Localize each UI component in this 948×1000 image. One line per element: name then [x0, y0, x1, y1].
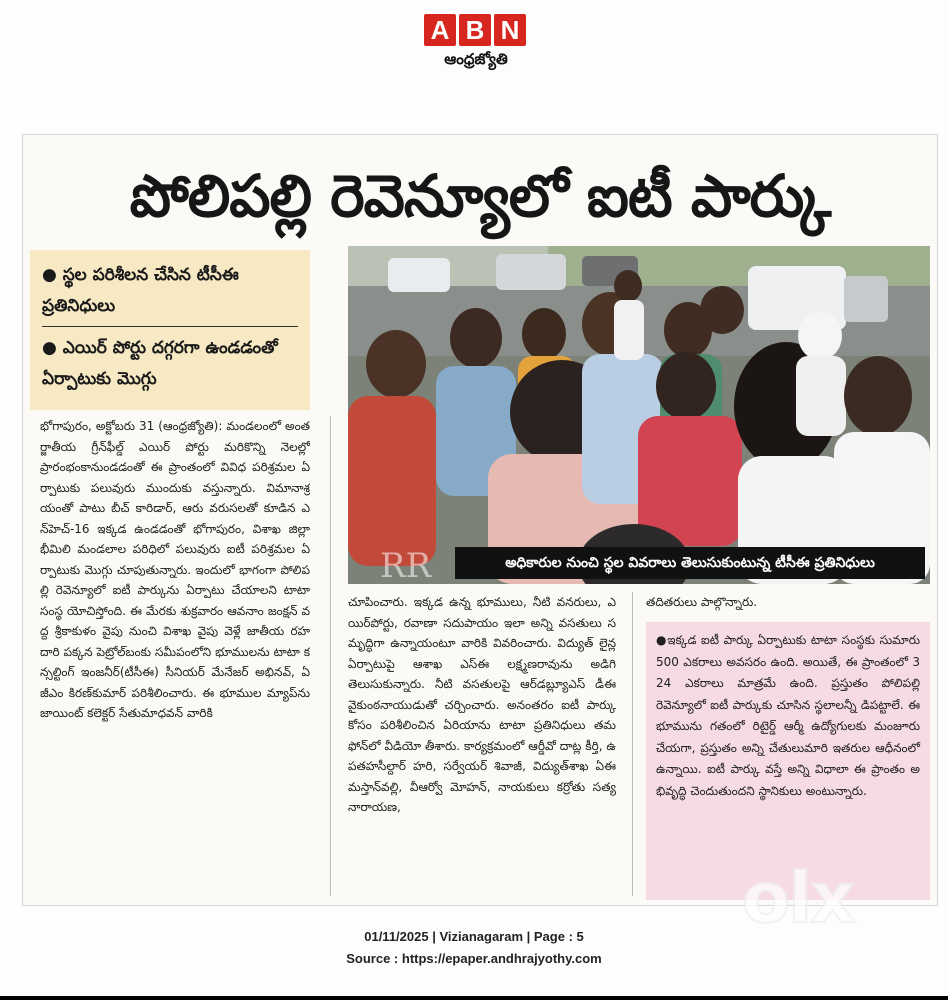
article-headline: పోలిపల్లి రెవెన్యూలో ఐటీ పార్కు	[129, 162, 831, 230]
logo-letters	[424, 14, 534, 46]
article-column-1: భోగాపురం, అక్టోబరు 31 (ఆంధ్రజ్యోతి): మండలంలో అంతర్జాతీయ గ్రీన్‌ఫీల్డ్ ఎయిర్ పోర్టు మరికొన్ని నెలల్లో ప్రారంభంకానుండడంతో ఈ ప్రాంతంలో వివిధ పరిశ్రమల ఏర్పాటుకు పలువురు ముందుకు వస్తున్నారు. విమానాశ్రయంతో పాటు బీచ్ కారిడార్, ఆరు వరుసలతో కూడిన ఎన్‌హెచ్-16 ఇక్కడ ఉండడంతో భోగాపురం, విశాఖ జిల్లా భీమిలి మండలాల పరిధిలో పలువురు ఐటీ పరిశ్రమల ఏర్పాటుకు మొగ్గు చూపుతున్నారు. ఇందులో భాగంగా పోలిపల్లి రెవెన్యూలో ఐటీ పార్కును ఏర్పాటు చేయాలని టాటా సంస్థ యోచిస్తోంది. ఈ మేరకు శుక్రవారం ఆవనాం జంక్షన్ వద్ద శ్రీకాకుళం వైపు నుంచి విశాఖ వైపు వెళ్లే జాతీయ రహదారి పక్కన పెట్రోల్‌బంకు సమీపంలోని భూములను టాటా కన్సల్టింగ్ ఇంజనీర్(టీసీఈ) సీనియర్ మేనేజర్ అభినవ్, ఏజీఎం కిరణ్‌కుమార్ పరిశీలించారు. ఈ భూముల మ్యాప్‌ను జాయింట్ కలెక్టర్ సేతుమాధవన్ వారికి	[40, 419, 310, 720]
page-footer	[0, 926, 948, 970]
logo-letter-b: B	[459, 14, 491, 46]
logo-subtitle: ఆంధ్రజ్యోతి	[444, 50, 508, 68]
highlight-item: ● స్థల పరిశీలన చేసిన టీసీఈ ప్రతినిధులు	[42, 260, 298, 327]
footer-edition-info: 01/11/2025 | Vizianagaram | Page : 5	[364, 929, 584, 944]
logo-letter-n: N	[494, 14, 526, 46]
article-sidebar-box: ●ఇక్కడ ఐటీ పార్కు ఏర్పాటుకు టాటా సంస్థకు సుమారు 500 ఎకరాలు అవసరం ఉంది. అయితే, ఈ ప్రాంతంలో 324 ఎకరాలు మాత్రమే ఉంది. ప్రస్తుతం పోలిపల్లి రెవెన్యూలో ఐటీ పార్కుకు చూసిన స్థలాలన్నీ డిపట్టాలే. ఈ భూమును గతంలో రిటైర్డ్ ఆర్మీ ఉద్యోగులకు మంజూరు చేయగా, ప్రస్తుతం అన్ని చేతులుమారి ఇతరుల ఆధీనంలో ఉన్నాయి. ఐటీ పార్కు వస్తే అన్ని విధాలా ఈ ప్రాంతం అభివృద్ధి చెందుతుందని స్థానికులు అంటున్నారు.	[646, 622, 930, 900]
olx-logo-text: olx	[742, 857, 854, 939]
photo-caption: అధికారుల నుంచి స్థల వివరాలు తెలుసుకుంటున్న టీసీఈ ప్రతినిధులు	[455, 547, 925, 579]
olx-logo-sub: INDIA	[876, 931, 904, 940]
article-column-2: చూపించారు. ఇక్కడ ఉన్న భూములు, నీటి వనరులు, ఎయిర్‌పోర్టు, రవాణా సదుపాయం ఇలా అన్ని వసతులు సమృద్ధిగా ఉన్నాయంటూ వారికి వివరించారు. విద్యుత్ లైన్ల ఏర్పాటుపై ఆశాఖ ఎస్ఈ లక్ష్మణరావును అడిగి తెలుసుకున్నారు. నీటి వసతులపై ఆర్‌డబ్ల్యూఎస్ డీఈ వైకుంఠనాయుడుతో చర్చించారు. అనంతరం ఐటీ పార్కు కోసం పరిశీలించిన ఏరియాను టాటా ప్రతినిధులు తమ ఫోన్‌లో వీడియో తీశారు. కార్యక్రమంలో ఆర్డీవో దాట్ల కీర్తి, ఉపతహసీల్దార్ హరి, సర్వేయర్ శివాజీ, విద్యుత్‌శాఖ ఏఈ మస్తాన్‌వల్లి, వీఆర్వో మోహన్, నాయకులు కర్రోతు సత్యనారాయణ,	[348, 595, 616, 814]
footer-source-link[interactable]: Source : https://epaper.andhrajyothy.com	[346, 951, 602, 966]
group-photo-illustration	[348, 246, 930, 584]
photo-watermark: RR	[380, 546, 432, 586]
abn-logo	[424, 14, 534, 84]
column-divider	[330, 416, 331, 896]
article-column-3: తదితరులు పాల్గొన్నారు.	[646, 595, 758, 609]
news-photo	[348, 246, 930, 584]
column-divider	[632, 592, 633, 896]
logo-letter-a: A	[424, 14, 456, 46]
highlights-box	[30, 250, 310, 410]
highlight-item: ● ఎయిర్ పోర్టు దగ్గరగా ఉండడంతో ఏర్పాటుకు మొగ్గు	[42, 338, 278, 389]
